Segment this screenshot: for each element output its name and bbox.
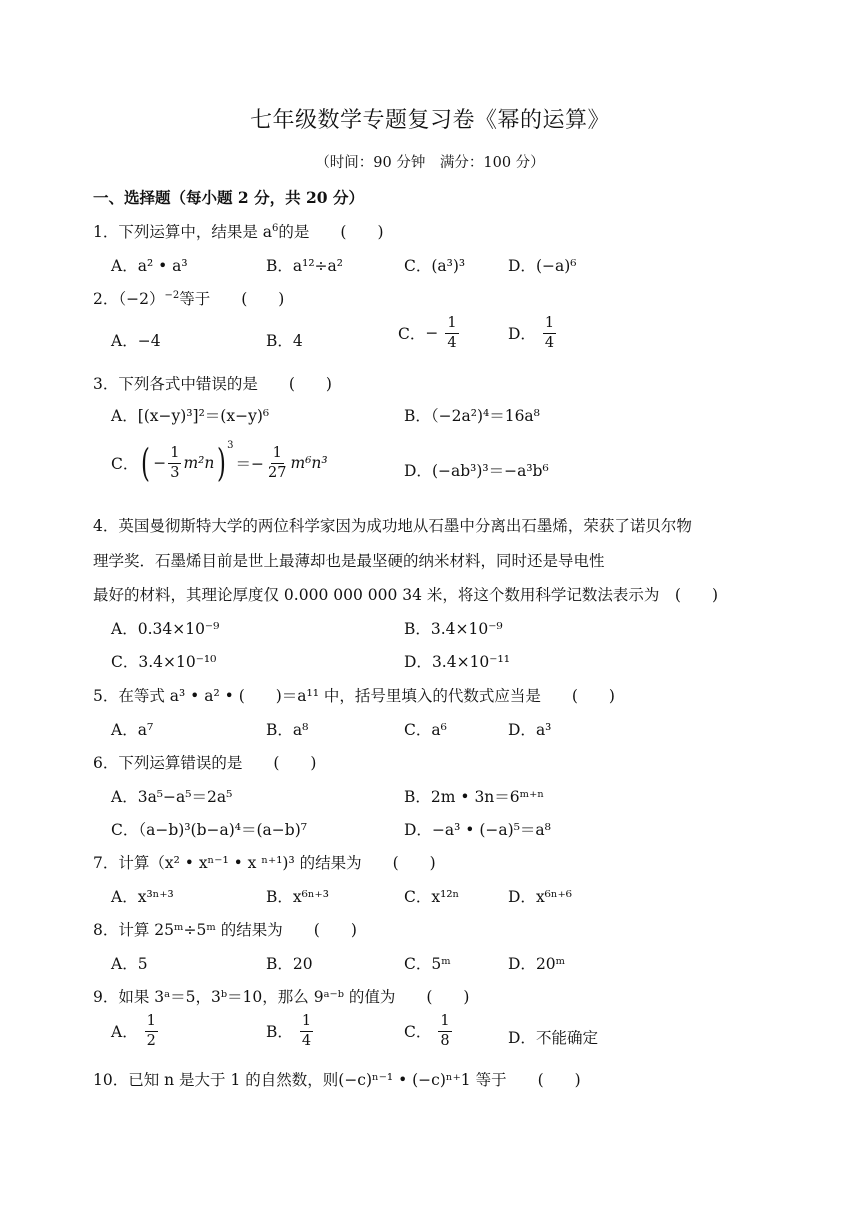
q7-option-b: B．x⁶ⁿ⁺³ [266,888,329,906]
q8-option-b: B．20 [266,955,313,973]
q5-option-b: B．a⁸ [266,721,309,739]
q7-option-c: C．x¹²ⁿ [404,888,460,906]
fraction: $\frac{1}{8}$ [440,1013,450,1049]
q8-option-d: D．20ᵐ [508,955,566,973]
question-4-line-2: 理学奖．石墨烯目前是世上最薄却也是最坚硬的纳米材料，同时还是导电性 [93,552,605,570]
page-title: 七年级数学专题复习卷《幂的运算》 [249,108,610,133]
q6-option-c: C．（a−b)³(b−a)⁴＝(a−b)⁷ [111,821,307,839]
question-4-line-1: 4．英国曼彻斯特大学的两位科学家因为成功地从石墨中分离出石墨烯，荣获了诺贝尔物 [93,517,692,535]
q7-option-d: D．x⁶ⁿ⁺⁶ [508,888,572,906]
question-4-line-3: 最好的材料，其理论厚度仅 0.000 000 000 34 米，将这个数用科学记数法表示为 ( ) [93,586,718,604]
q9-option-d: D．不能确定 [508,1029,598,1047]
q6-option-b: B．2m • 3n＝6ᵐ⁺ⁿ [404,788,545,806]
fraction: $\frac{1}{27}$ [268,445,287,481]
fraction: $\frac{1}{2}$ [146,1013,156,1049]
q5-option-a: A．a⁷ [111,721,154,739]
q4-option-b: B．3.4×10⁻⁹ [404,620,503,638]
q2-option-d: D． $\frac{1}{4}$ [508,315,555,351]
question-5: 5．在等式 a³ • a² • ( )＝a¹¹ 中，括号里填入的代数式应当是 ( ) [93,687,615,705]
q6-option-a: A．3a⁵−a⁵＝2a⁵ [111,788,233,806]
question-2: 2．$(-2)^{-2}$等于 ( ) [93,290,285,308]
fraction: $\frac{1}{4}$ [447,315,457,351]
question-6: 6．下列运算错误的是 ( ) [93,754,317,772]
q3-option-c: C． ( − $\frac{1}{3}$ m²n ) 3 ＝− $\frac{1}{27}$ m⁶n³ [111,439,328,485]
q9-option-c: C． $\frac{1}{8}$ [404,1013,450,1049]
q3-option-a: A．[(x−y)³]²＝(x−y)⁶ [111,407,270,425]
q5-option-c: C．a⁶ [404,721,447,739]
q2-option-a: A．−4 [111,332,161,350]
q1-option-b: B．a¹²÷a² [266,257,344,275]
q4-option-a: A．0.34×10⁻⁹ [111,620,220,638]
section-heading: 一、选择题（每小题 2 分，共 20 分） [93,188,364,207]
q1-option-c: C．(a³)³ [404,257,466,275]
fraction: $\frac{1}{4}$ [544,315,555,351]
q2-option-c: C．− $\frac{1}{4}$ [398,315,457,351]
q9-option-b: B． $\frac{1}{4}$ [266,1013,312,1049]
question-3: 3．下列各式中错误的是 ( ) [93,375,332,393]
question-9: 9．如果 3ᵃ＝5，3ᵇ＝10，那么 9ᵃ⁻ᵇ 的值为 ( ) [93,988,470,1006]
q7-option-a: A．x³ⁿ⁺³ [111,888,174,906]
exam-subtitle: （时间：90 分钟 满分：100 分） [315,155,545,171]
q8-option-c: C．5ᵐ [404,955,451,973]
q2-option-b: B．4 [266,332,303,350]
q6-option-d: D．−a³ • (−a)⁵＝a⁸ [404,821,551,839]
q9-option-a: A． $\frac{1}{2}$ [111,1013,156,1049]
question-7: 7．计算（x² • xⁿ⁻¹ • x ⁿ⁺¹)³ 的结果为 ( ) [93,854,436,872]
q8-option-a: A．5 [111,955,148,973]
question-1: 1．下列运算中，结果是 $a^6$的是 ( ) [93,223,384,241]
q1-option-a: A．a² • a³ [111,257,188,275]
q3-option-b: B．（−2a²)⁴＝16a⁸ [404,407,540,425]
fraction: $\frac{1}{3}$ [170,445,180,481]
fraction: $\frac{1}{4}$ [301,1013,312,1049]
q4-option-d: D．3.4×10⁻¹¹ [404,653,510,671]
question-10: 10．已知 n 是大于 1 的自然数，则(−c)ⁿ⁻¹ • (−c)ⁿ⁺1 等于 ( ) [93,1071,581,1089]
q5-option-d: D．a³ [508,721,552,739]
question-8: 8．计算 25ᵐ÷5ᵐ 的结果为 ( ) [93,921,357,939]
q4-option-c: C．3.4×10⁻¹⁰ [111,653,217,671]
q1-option-d: D．(−a)⁶ [508,257,577,275]
q3-option-d: D．(−ab³)³＝−a³b⁶ [404,462,549,480]
